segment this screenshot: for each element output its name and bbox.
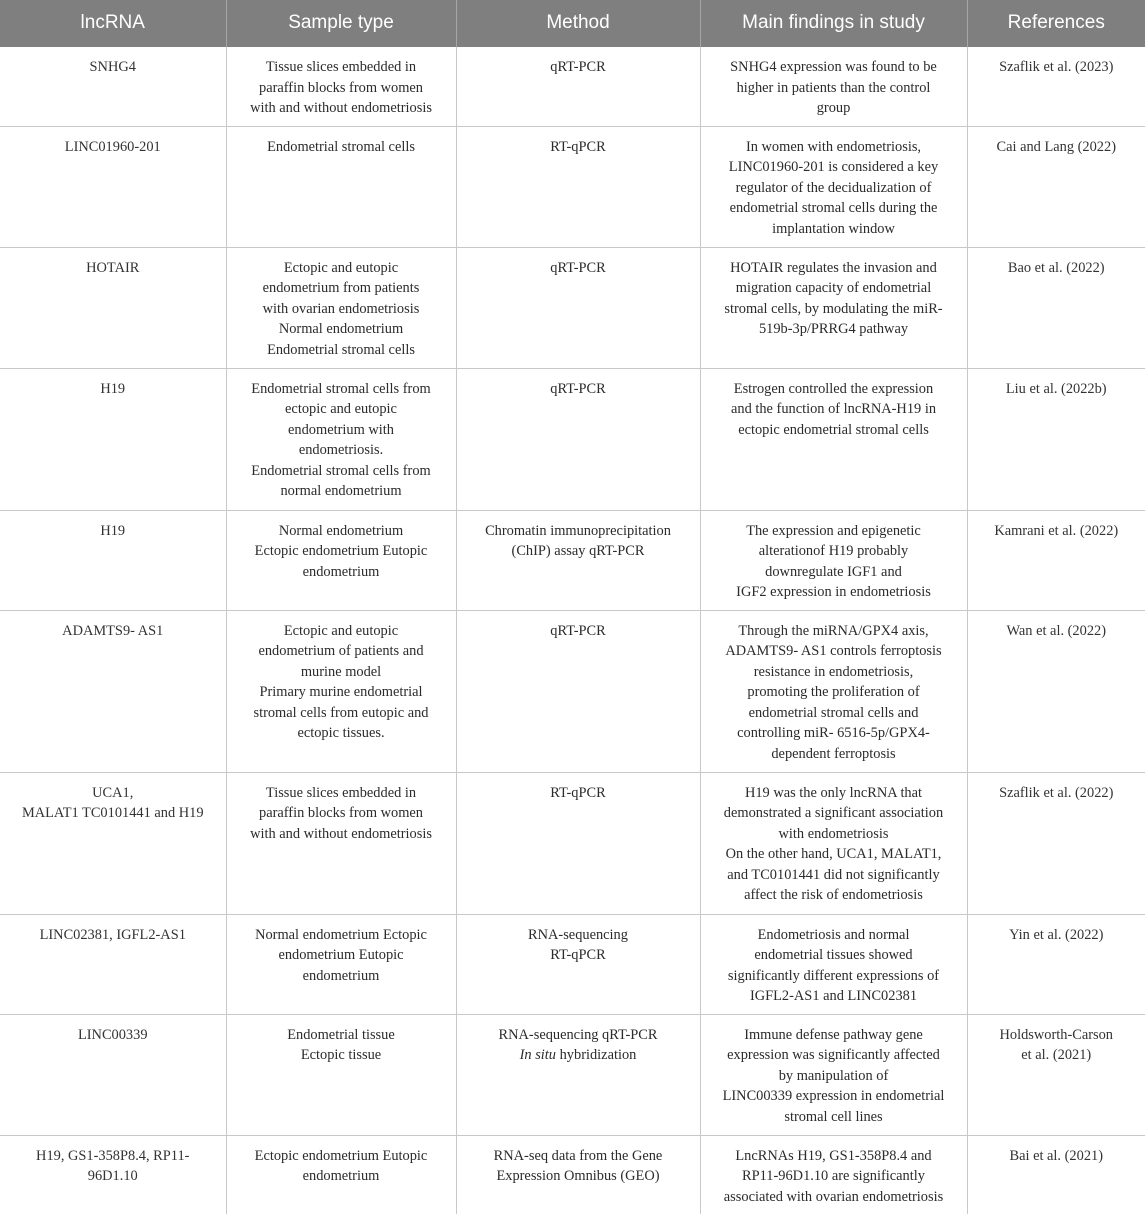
cell-lncrna: H19, GS1-358P8.4, RP11- 96D1.10 bbox=[0, 1135, 226, 1214]
cell-sample-type: Endometrial stromal cells bbox=[226, 126, 456, 247]
cell-method bbox=[456, 1014, 700, 1135]
table-row bbox=[0, 247, 1145, 368]
cell-lncrna: SNHG4 bbox=[0, 47, 226, 126]
cell-sample-type: Tissue slices embedded in paraffin blocks from women with and without endometriosis bbox=[226, 772, 456, 914]
cell-lncrna: LINC02381, IGFL2-AS1 bbox=[0, 914, 226, 1014]
cell-findings: Estrogen controlled the expression and the function of lncRNA-H19 in ectopic endometrial stromal cells bbox=[700, 368, 967, 510]
table-row bbox=[0, 914, 1145, 1014]
table-row bbox=[0, 47, 1145, 126]
table-row bbox=[0, 610, 1145, 772]
cell-lncrna: ADAMTS9- AS1 bbox=[0, 610, 226, 772]
cell-method: qRT-PCR bbox=[456, 610, 700, 772]
table-row bbox=[0, 1135, 1145, 1214]
table-row bbox=[0, 772, 1145, 914]
cell-sample-type: Ectopic and eutopic endometrium from patients with ovarian endometriosis Normal endometrium Endometrial stromal cells bbox=[226, 247, 456, 368]
cell-findings: LncRNAs H19, GS1-358P8.4 and RP11-96D1.10 are significantly associated with ovarian endometriosis bbox=[700, 1135, 967, 1214]
cell-sample-type: Tissue slices embedded in paraffin blocks from women with and without endometriosis bbox=[226, 47, 456, 126]
table-row bbox=[0, 1014, 1145, 1135]
cell-method: Chromatin immunoprecipitation (ChIP) assay qRT-PCR bbox=[456, 510, 700, 610]
cell-findings: H19 was the only lncRNA that demonstrated a significant association with endometriosis On the other hand, UCA1, MALAT1, and TC0101441 did not significantly affect the risk of endometriosis bbox=[700, 772, 967, 914]
cell-reference: Holdsworth-Carson et al. (2021) bbox=[967, 1014, 1145, 1135]
cell-method: RT-qPCR bbox=[456, 772, 700, 914]
cell-method: qRT-PCR bbox=[456, 368, 700, 510]
header-row bbox=[0, 0, 1145, 47]
cell-findings: Through the miRNA/GPX4 axis, ADAMTS9- AS1 controls ferroptosis resistance in endometriosis, promoting the proliferation of endometrial stromal cells and controlling miR- 6516-5p/GPX4- dependent ferroptosis bbox=[700, 610, 967, 772]
cell-reference: Szaflik et al. (2023) bbox=[967, 47, 1145, 126]
cell-reference: Bai et al. (2021) bbox=[1009, 1147, 1103, 1164]
cell-reference: Bao et al. (2022) bbox=[967, 247, 1145, 368]
cell-lncrna: LINC01960-201 bbox=[0, 126, 226, 247]
header-lncrna: lncRNA bbox=[0, 0, 226, 47]
cell-reference: Wan et al. (2022) bbox=[967, 610, 1145, 772]
cell-findings: In women with endometriosis, LINC01960-201 is considered a key regulator of the decidualization of endometrial stromal cells during the implantation window bbox=[700, 126, 967, 247]
cell-findings: HOTAIR regulates the invasion and migration capacity of endometrial stromal cells, by modulating the miR- 519b-3p/PRRG4 pathway bbox=[700, 247, 967, 368]
cell-method: qRT-PCR bbox=[456, 247, 700, 368]
cell-lncrna: HOTAIR bbox=[0, 247, 226, 368]
cell-reference: Yin et al. (2022) bbox=[967, 914, 1145, 1014]
cell-method: RT-qPCR bbox=[456, 126, 700, 247]
cell-method: qRT-PCR bbox=[456, 47, 700, 126]
cell-sample-type: Endometrial tissue Ectopic tissue bbox=[226, 1014, 456, 1135]
cell-lncrna: LINC00339 bbox=[0, 1014, 226, 1135]
cell-reference: Liu et al. (2022b) bbox=[967, 368, 1145, 510]
method-tail-text: hybridization bbox=[556, 1047, 637, 1064]
header-method: Method bbox=[456, 0, 700, 47]
cell-reference: Kamrani et al. (2022) bbox=[967, 510, 1145, 610]
cell-findings: The expression and epigenetic alterationof H19 probably downregulate IGF1 and IGF2 expression in endometriosis bbox=[700, 510, 967, 610]
cell-reference: Szaflik et al. (2022) bbox=[967, 772, 1145, 914]
cell-sample-type: Normal endometrium Ectopic endometrium Eutopic endometrium bbox=[226, 914, 456, 1014]
method-italic-text: In situ bbox=[519, 1047, 557, 1064]
cell-findings: Endometriosis and normal endometrial tissues showed significantly different expressions of IGFL2-AS1 and LINC02381 bbox=[700, 914, 967, 1014]
cell-sample-type: Ectopic endometrium Eutopic endometrium bbox=[226, 1135, 456, 1214]
cell-sample-type: Ectopic and eutopic endometrium of patients and murine model Primary murine endometrial stromal cells from eutopic and ectopic tissues. bbox=[226, 610, 456, 772]
cell-sample-type: Endometrial stromal cells from ectopic and eutopic endometrium with endometriosis. Endometrial stromal cells from normal endometrium bbox=[226, 368, 456, 510]
cell-findings: Immune defense pathway gene expression was significantly affected by manipulation of LINC00339 expression in endometrial stromal cell lines bbox=[700, 1014, 967, 1135]
cell-method: RNA-sequencing RT-qPCR bbox=[456, 914, 700, 1014]
table-row bbox=[0, 510, 1145, 610]
header-sample-type: Sample type bbox=[226, 0, 456, 47]
header-references: References bbox=[967, 0, 1145, 47]
cell-method: RNA-seq data from the Gene Expression Omnibus (GEO) bbox=[456, 1135, 700, 1214]
cell-lncrna: UCA1, MALAT1 TC0101441 and H19 bbox=[0, 772, 226, 914]
table-row bbox=[0, 126, 1145, 247]
cell-lncrna: H19 bbox=[0, 510, 226, 610]
method-text: RNA-sequencing qRT-PCR bbox=[498, 1026, 658, 1043]
cell-sample-type: Normal endometrium Ectopic endometrium Eutopic endometrium bbox=[226, 510, 456, 610]
table-row bbox=[0, 368, 1145, 510]
cell-findings: SNHG4 expression was found to be higher in patients than the control group bbox=[700, 47, 967, 126]
header-main-findings: Main findings in study bbox=[700, 0, 967, 47]
cell-reference: Cai and Lang (2022) bbox=[967, 126, 1145, 247]
cell-lncrna: H19 bbox=[0, 368, 226, 510]
